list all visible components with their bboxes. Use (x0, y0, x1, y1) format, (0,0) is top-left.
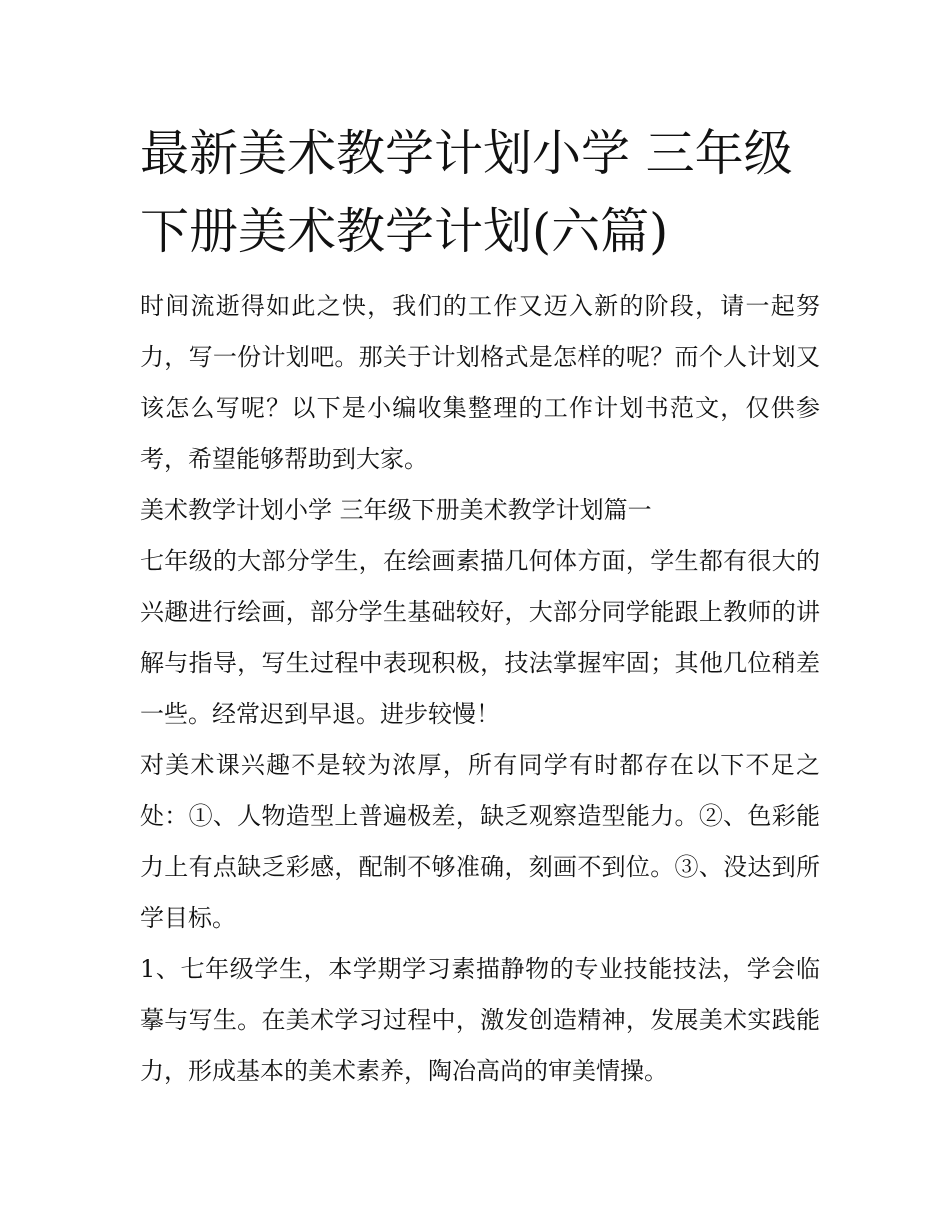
paragraph-shortcomings: 对美术课兴趣不是较为浓厚，所有同学有时都存在以下不足之处：①、人物造型上普遍极差，缺乏观察造型能力。②、色彩能力上有点缺乏彩感，配制不够准确，刻画不到位。③、没达到所学目标。 (140, 751, 820, 932)
paragraph-goal-1: 1、七年级学生，本学期学习素描静物的专业技能技法，学会临摹与写生。在美术学习过程中，激发创造精神，发展美术实践能力，形成基本的美术素养，陶冶高尚的审美情操。 (140, 955, 820, 1085)
section-heading: 美术教学计划小学 三年级下册美术教学计划篇一 (140, 496, 652, 524)
paragraph-students: 七年级的大部分学生，在绘画素描几何体方面，学生都有很大的兴趣进行绘画，部分学生基础较好，大部分同学能跟上教师的讲解与指导，写生过程中表现积极，技法掌握牢固；其他几位稍差一些。经常迟到早退。进步较慢！ (140, 547, 820, 728)
document-page (140, 115, 820, 1097)
document-title: 最新美术教学计划小学 三年级下册美术教学计划(六篇) (140, 125, 793, 260)
paragraph-intro: 时间流逝得如此之快，我们的工作又迈入新的阶段，请一起努力，写一份计划吧。那关于计划格式是怎样的呢？而个人计划又该怎么写呢？以下是小编收集整理的工作计划书范文，仅供参考，希望能够帮助到大家。 (140, 292, 820, 473)
